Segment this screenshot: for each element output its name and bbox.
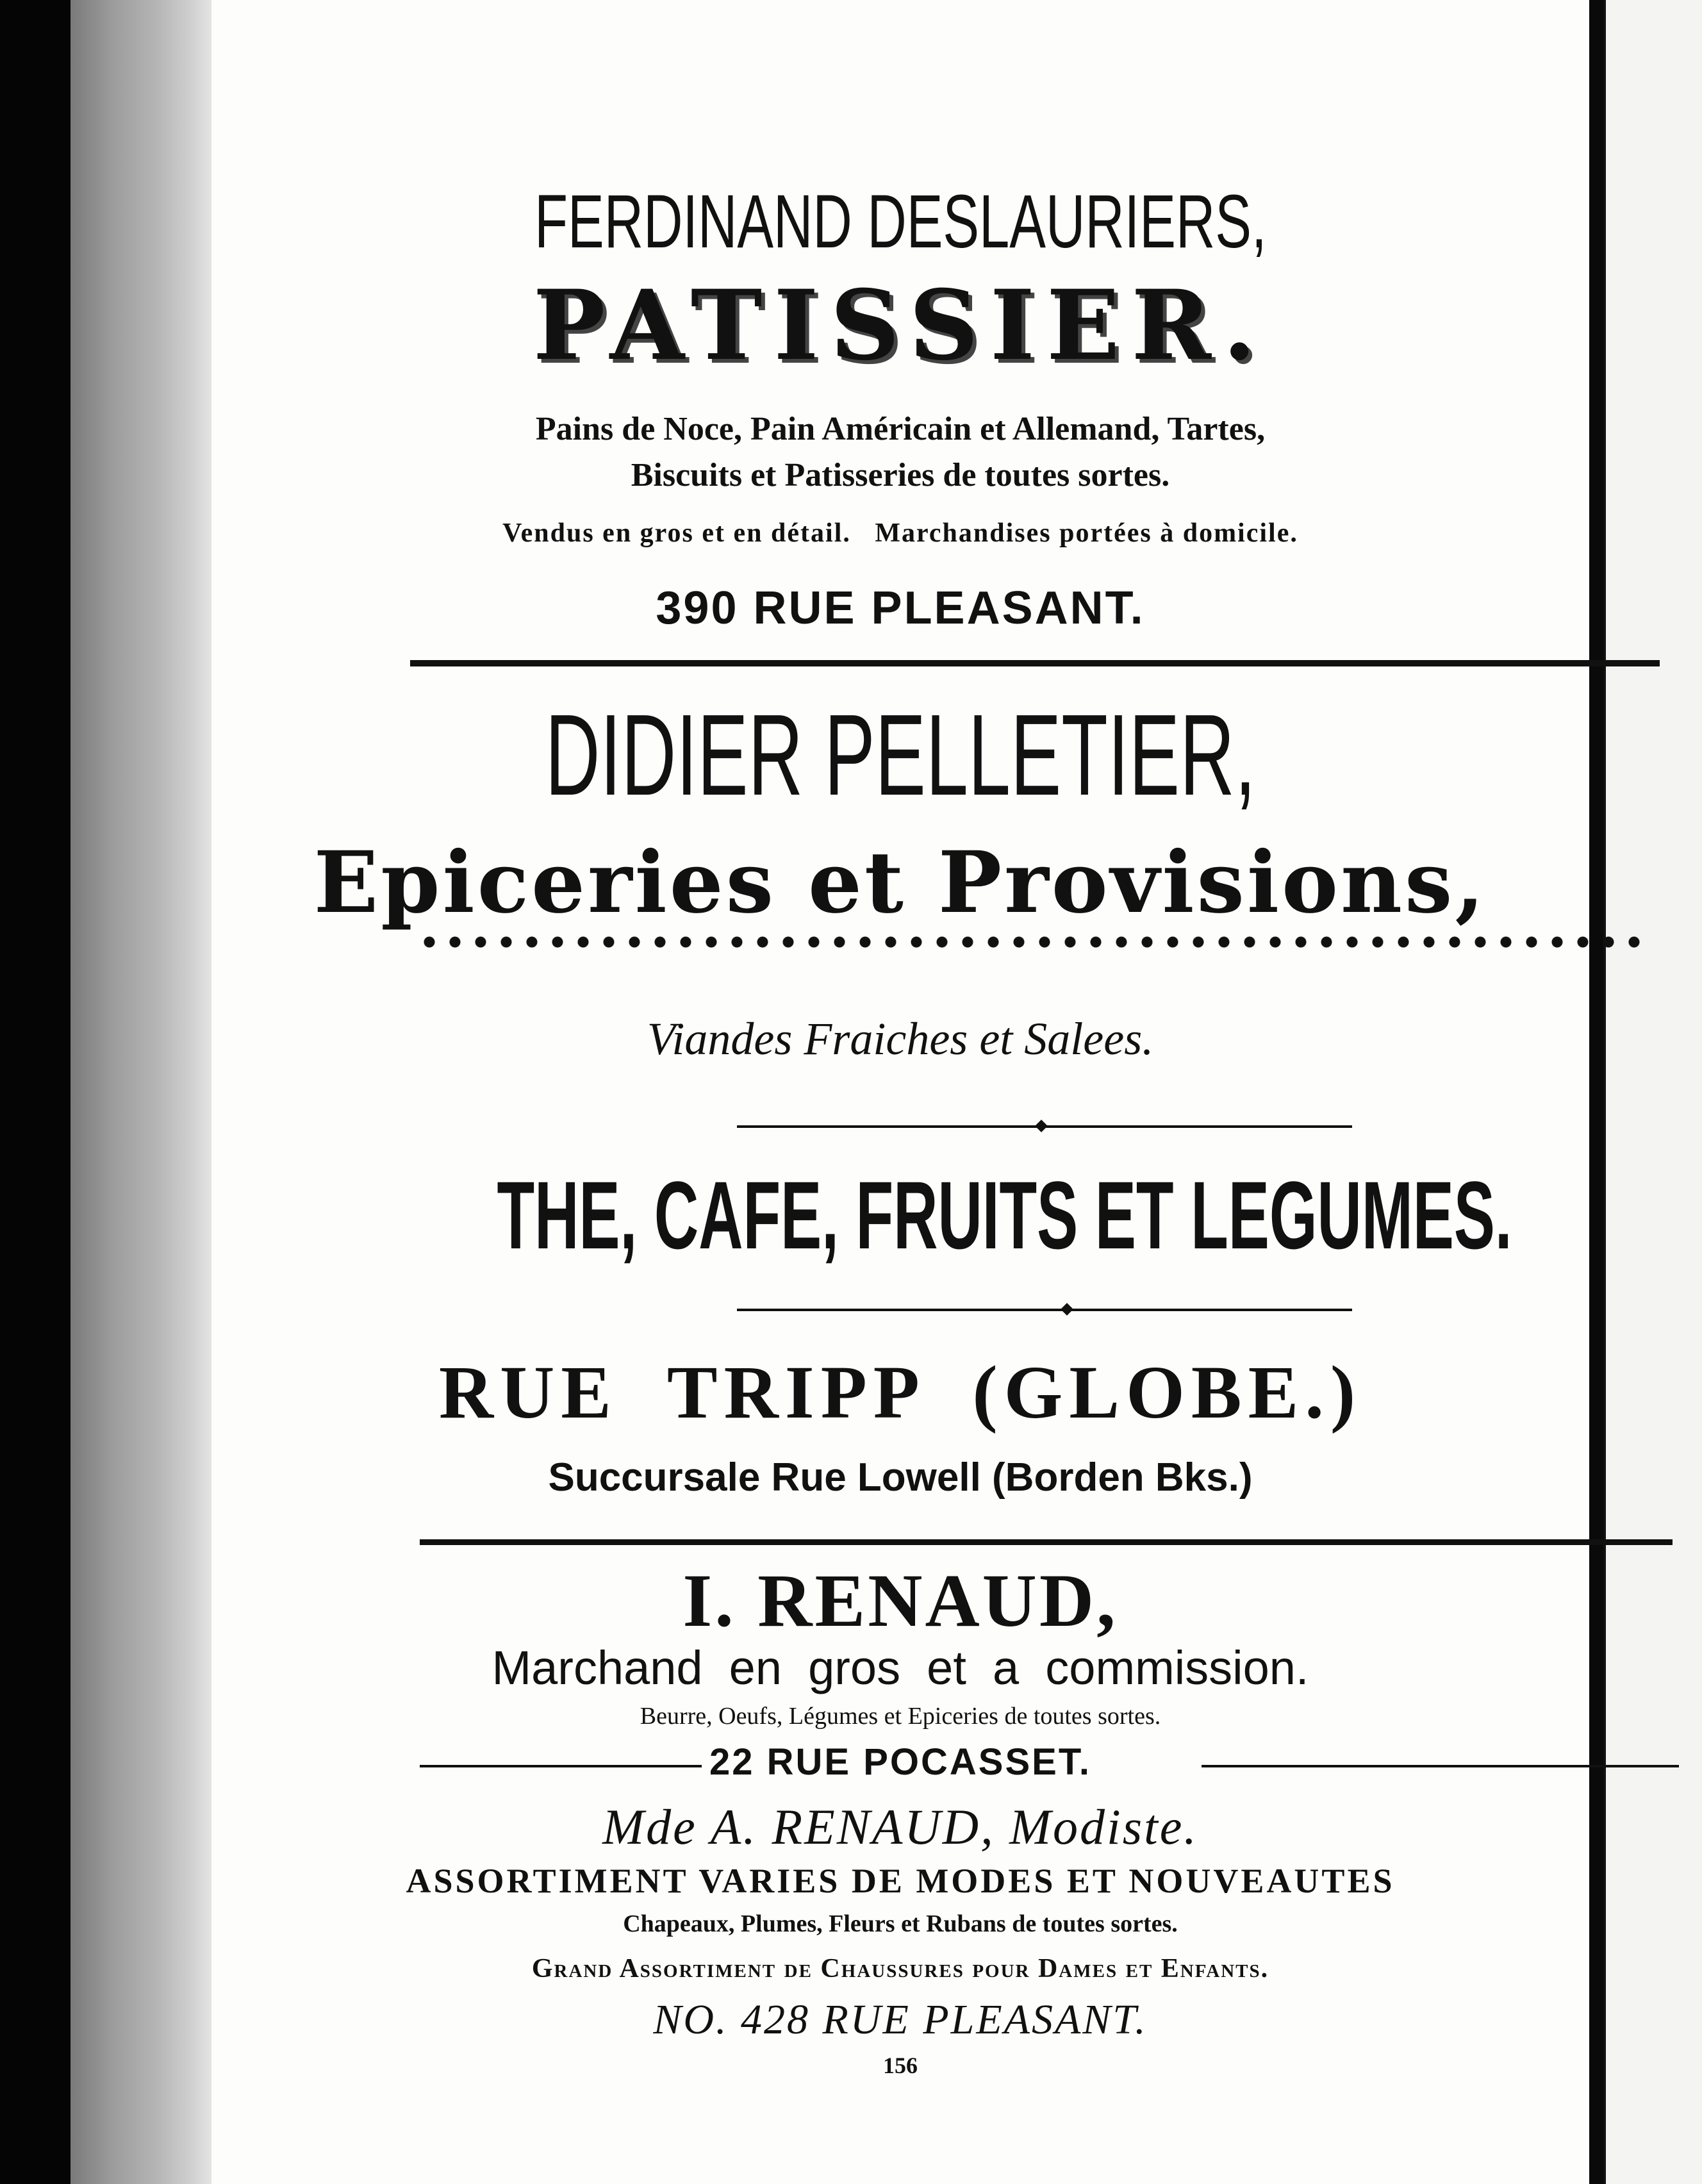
ornament-diamond xyxy=(1061,1303,1073,1316)
ad3-goods: Beurre, Oeufs, Légumes et Epiceries de toutes sortes. xyxy=(640,1703,1161,1730)
ornament-fringe xyxy=(417,934,1647,960)
ad2-goods-line xyxy=(211,1160,1589,1271)
ad3-trade: Marchand en gros et a commission. xyxy=(492,1641,1309,1694)
ad1-trade-line xyxy=(211,269,1589,382)
ad4-items: Chapeaux, Plumes, Fleurs et Rubans de toutes sortes. xyxy=(623,1910,1178,1937)
scan-gutter xyxy=(1589,0,1603,2184)
ad1-name: FERDINAND DESLAURIERS, xyxy=(534,179,1267,264)
ad4-name: Mde A. RENAUD, Modiste. xyxy=(602,1799,1198,1855)
ad2-name-line xyxy=(211,689,1589,822)
ad1-address: 390 RUE PLEASANT. xyxy=(656,583,1145,634)
ornament-rule-2 xyxy=(737,1309,1352,1311)
ad2-address: RUE TRIPP (GLOBE.) xyxy=(438,1350,1362,1434)
separator-rule-2 xyxy=(420,1539,1673,1545)
address-rule-right xyxy=(1202,1765,1679,1767)
ad1-trade: PATISSIER. xyxy=(533,269,1268,382)
ad4-assortment: ASSORTIMENT VARIES DE MODES ET NOUVEAUTES xyxy=(406,1862,1395,1900)
ad4-address: NO. 428 RUE PLEASANT. xyxy=(653,1996,1148,2043)
ornament-diamond xyxy=(1035,1120,1048,1132)
separator-rule-1 xyxy=(410,660,1660,666)
ad2-branch: Succursale Rue Lowell (Borden Bks.) xyxy=(548,1455,1253,1500)
ad3-name: I. RENAUD, xyxy=(682,1559,1118,1642)
ad3-address: 22 RUE POCASSET. xyxy=(709,1741,1091,1783)
ad1-desc-2: Biscuits et Patisseries de toutes sortes. xyxy=(631,457,1170,493)
ad1-desc-1: Pains de Noce, Pain Américain et Allemand, Tartes, xyxy=(535,411,1266,447)
ad2-meats: Viandes Fraiches et Salees. xyxy=(647,1013,1154,1064)
book-spine-pages xyxy=(70,0,211,2184)
ad4-shoes: Grand Assortiment de Chaussures pour Dames et Enfants. xyxy=(531,1954,1269,1983)
scan-dark-edge xyxy=(0,0,70,2184)
ad2-name: DIDIER PELLETIER, xyxy=(545,691,1256,820)
page-number: 156 xyxy=(883,2053,918,2078)
ad2-goods: THE, CAFE, FRUITS ET LEGUMES. xyxy=(497,1161,1512,1269)
ad1-terms: Vendus en gros et en détail. Marchandises portées à domicile. xyxy=(502,518,1298,548)
ad2-trade-line xyxy=(211,833,1589,932)
ad2-trade: Epiceries et Provisions, xyxy=(313,833,1487,932)
ad1-name-line xyxy=(211,178,1589,265)
adjacent-page-edge xyxy=(1603,0,1702,2184)
document-page xyxy=(211,0,1589,2184)
